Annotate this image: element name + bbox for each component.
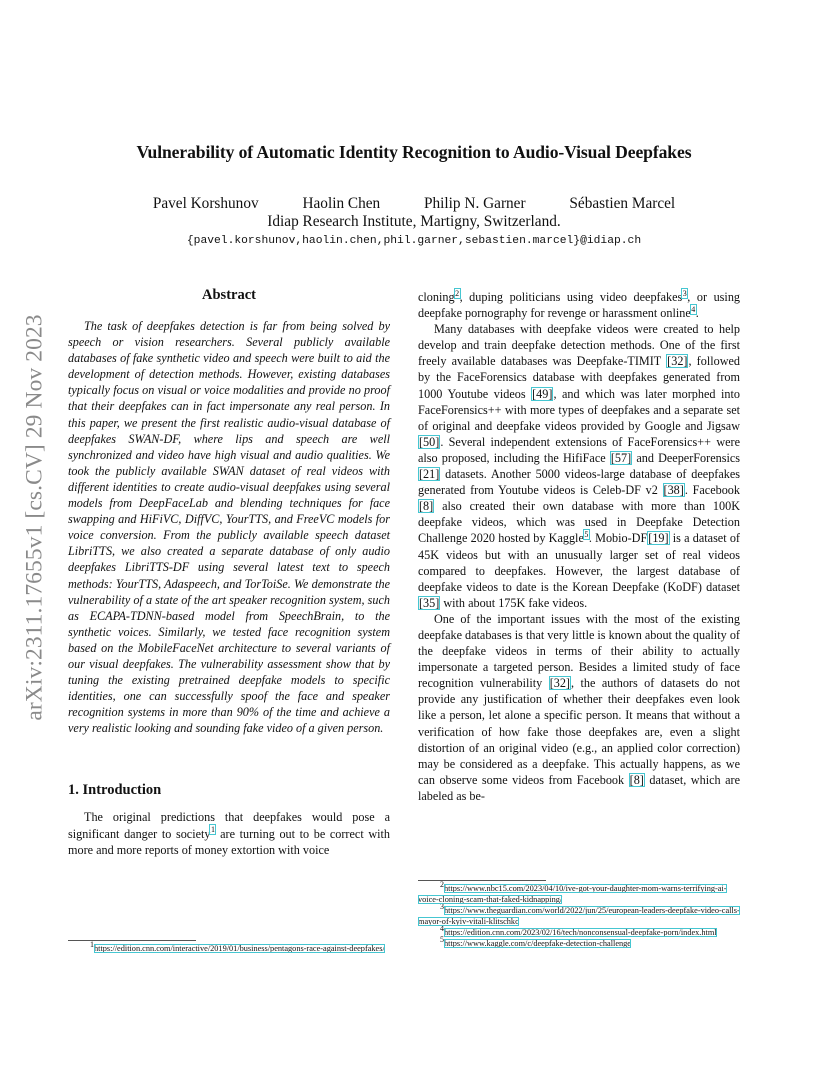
- author-emails: {pavel.korshunov,haolin.chen,phil.garner,sebastien.marcel}@idiap.ch: [186, 235, 642, 247]
- author-name: Pavel Korshunov: [152, 195, 259, 212]
- text-run: The original predictions that deepfakes would pose a significant danger to society: [68, 810, 390, 841]
- text-run: . Several independent extensions of FaceForensics++ were also proposed, including the HifiFace: [418, 434, 740, 465]
- footnote-number: 4: [440, 924, 444, 934]
- footnote: [418, 935, 740, 949]
- footnote-divider: [418, 880, 546, 881]
- arxiv-identifier: arXiv:2311.17655v1 [cs.CV] 29 Nov 2023: [21, 313, 48, 721]
- citation-link[interactable]: [32]: [667, 354, 688, 369]
- footnote: [418, 902, 740, 927]
- text-run: . Mobio-DF: [588, 531, 648, 546]
- footnote-url[interactable]: https://www.kaggle.com/c/deepfake-detection-challenge: [444, 939, 631, 948]
- text-run: is a dataset of 45K videos but with an unusually larger set of real videos compared to deepfakes. However, the largest database of deepfake videos to date is the Korean Deepfake (KoDF) dataset: [418, 531, 740, 594]
- citation-link[interactable]: [35]: [419, 595, 440, 610]
- text-run: , duping politicians using video deepfakes: [459, 290, 683, 304]
- intro-paragraph: [68, 809, 390, 857]
- text-run: with about 175K fake videos.: [440, 595, 588, 610]
- footnote-number: 2: [440, 880, 444, 890]
- footnote-url[interactable]: https://edition.cnn.com/2023/02/16/tech/nonconsensual-deepfake-porn/index.html: [444, 928, 717, 937]
- text-run: . Facebook: [684, 483, 740, 498]
- author-name: Sébastien Marcel: [569, 195, 676, 212]
- text-run: cloning: [418, 290, 455, 304]
- text-run: , or using deepfake pornography for revenge or harassment online: [418, 290, 740, 321]
- citation-link[interactable]: [8]: [629, 772, 644, 787]
- footnote-url[interactable]: https://www.nbc15.com/2023/04/10/ive-got-your-daughter-mom-warns-terrifying-ai-voice-cloning-scam-that-faked-kidnapping/: [418, 884, 727, 904]
- footnote-link[interactable]: 3: [682, 288, 687, 298]
- footnote-divider: [68, 940, 196, 941]
- footnote-url[interactable]: https://edition.cnn.com/interactive/2019/01/business/pentagons-race-against-deepfakes/: [94, 944, 385, 953]
- citation-link[interactable]: [19]: [648, 531, 669, 546]
- footnote-number: 5: [440, 935, 444, 945]
- left-column: [68, 287, 390, 858]
- footnote-link[interactable]: 4: [691, 305, 696, 315]
- text-run: , followed by the FaceForensics database with deepfakes generated from 1000 Youtube videos: [418, 354, 741, 401]
- footnote-link[interactable]: 5: [584, 530, 589, 540]
- abstract-text: The task of deepfakes detection is far from being solved by speech or vision researchers. Several publicly available databases of fake synthetic video and speech were built to aid the development of detection methods. However, existing databases typically focus on visual or voice modalities and provide no proof that their deepfakes can in fact impersonate any real person. In this paper, we present the first realistic audio-visual database of deepfakes SWAN-DF, where lips and speech are well synchronized and video have high visual and audio qualities. We took the publicly available SWAN dataset of real videos with different identities to create audio-visual deepfakes using several models from DeepFaceLab and blending techniques for face swapping and HiFiVC, DiffVC, YourTTS, and FreeVC models for voice conversion. From the publicly available speech dataset LibriTTS, we also created a separate database of only audio deepfakes LibriTTS-DF using several latest text to speech methods: YourTTS, Adaspeech, and TorToiSe. We demonstrate the vulnerability of a state of the art speaker recognition system, such as ECAPA-TDNN-based model from SpeechBrain, to the synthetic voices. Similarly, we tested face recognition system based on the MobileFaceNet architecture to several variants of our visual deepfakes. The vulnerability assessment show that by tuning the existing pretrained deepfake models to specific identities, one can successfully spoof the face and speaker recognition systems in more than 90% of the time and achieve a very realistic looking and sounding fake video of a given person.: [68, 319, 390, 736]
- citation-link[interactable]: [8]: [419, 499, 434, 514]
- text-run: are turning out to be correct with more and more reports of money extortion with voice: [68, 826, 390, 857]
- footnote-number: 1: [90, 940, 94, 950]
- footnote-number: 3: [440, 902, 444, 912]
- footnote-url[interactable]: https://www.theguardian.com/world/2022/jun/25/european-leaders-deepfake-video-calls-mayor-of-kyiv-vitali-klitschko: [418, 906, 740, 926]
- arxiv-sidebar-stamp: [23, 274, 47, 760]
- text-run: .: [695, 306, 699, 321]
- footnotes-right: [418, 880, 740, 949]
- citation-link[interactable]: [32]: [549, 676, 570, 691]
- section-heading-introduction: 1. Introduction: [68, 782, 162, 799]
- paragraph-issues: [418, 611, 740, 804]
- text-run: One of the important issues with the most of the existing deepfake databases is that very little is known about the quality of the deepfake videos in terms of their ability to actually impersonate a targeted person. Besides a limited study of face recognition vulnerability: [418, 611, 740, 691]
- author-block: [0, 195, 828, 231]
- author-name: Haolin Chen: [302, 195, 381, 212]
- text-run: , the authors of datasets do not provide any justification of whether their deepfakes even look like a person, let alone a specific person. It means that without a verification of how fake those deepfakes are, even a slight distortion of an original video (e.g., an applied color correction) may be considered as a deepfake. This actually happens, as we can observe some videos from Facebook: [418, 676, 741, 787]
- text-run: and DeeperForensics: [632, 450, 740, 465]
- author-name: Philip N. Garner: [424, 195, 526, 212]
- abstract-heading: Abstract: [202, 287, 256, 303]
- citation-link[interactable]: [50]: [419, 434, 440, 449]
- footnote: [68, 940, 390, 954]
- footnote: [418, 924, 740, 938]
- footnotes-left: [68, 940, 390, 954]
- abstract: [68, 318, 390, 736]
- text-run: also created their own database with more than 100K deepfake videos, which was used in Deepfake Detection Challenge 2020 hosted by Kaggle: [418, 499, 740, 546]
- text-run: dataset, which are labeled as be-: [418, 772, 741, 803]
- paper-title: Vulnerability of Automatic Identity Recognition to Audio-Visual Deepfakes: [136, 142, 692, 162]
- text-run: Many databases with deepfake videos were created to help develop and train deepfake detection methods. One of the first freely available databases was Deepfake-TIMIT: [418, 322, 740, 369]
- citation-link[interactable]: [49]: [532, 386, 553, 401]
- text-run: , and which was later morphed into FaceForensics++ with more types of deepfakes and a separate set of original and deepfake videos provided by Google and Jigsaw: [418, 386, 740, 433]
- citation-link[interactable]: [57]: [610, 450, 632, 465]
- citation-link[interactable]: [38]: [663, 483, 684, 498]
- affiliation: Idiap Research Institute, Martigny, Switzerland.: [267, 213, 561, 230]
- citation-link[interactable]: [21]: [419, 467, 440, 482]
- footnote: [418, 880, 740, 905]
- footnote-link[interactable]: 1: [210, 825, 215, 835]
- footnote-link[interactable]: 2: [455, 288, 460, 298]
- paragraph-databases: [418, 321, 740, 611]
- right-column: [418, 289, 740, 804]
- paragraph-continued: [418, 289, 740, 321]
- text-run: datasets. Another 5000 videos-large database of deepfakes generated from Youtube videos is Celeb-DF v2: [418, 467, 740, 498]
